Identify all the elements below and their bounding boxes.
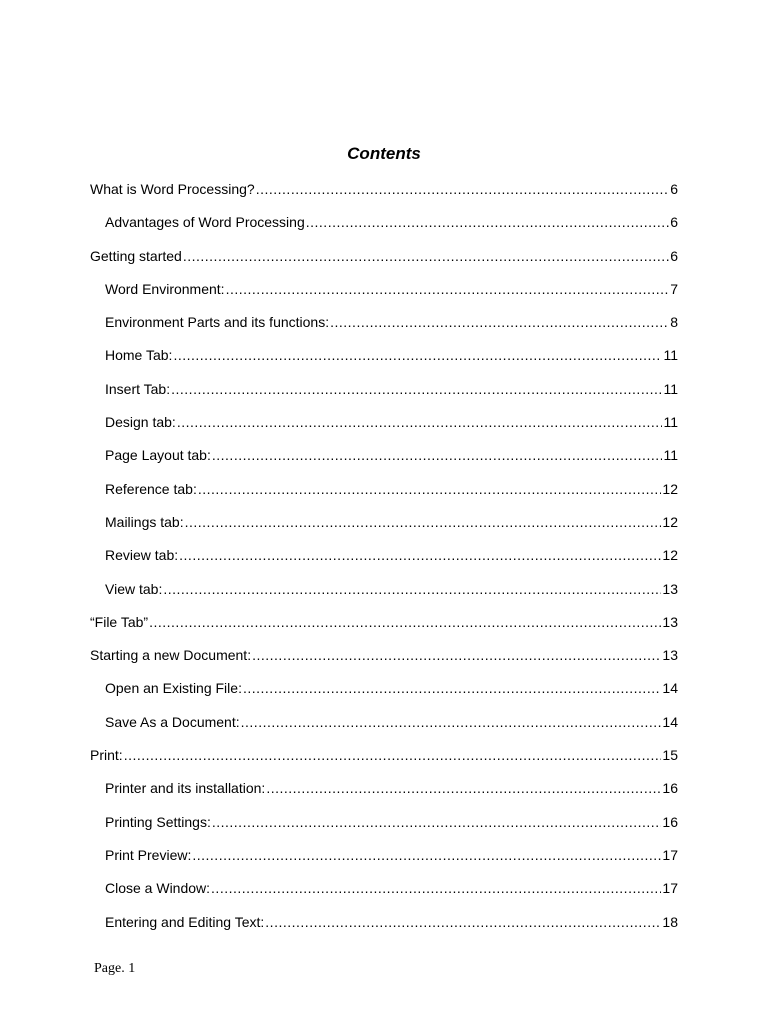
toc-entry[interactable] bbox=[90, 844, 678, 877]
toc-dot-leader bbox=[211, 877, 661, 899]
toc-entry-page-number: 17 bbox=[662, 880, 678, 897]
toc-dot-leader bbox=[252, 644, 661, 666]
toc-entry-page-number: 12 bbox=[662, 480, 678, 497]
toc-dot-leader bbox=[266, 777, 661, 799]
toc-entry[interactable] bbox=[90, 511, 678, 544]
toc-entry-text: View tab: bbox=[105, 580, 163, 597]
toc-entry-text: Advantages of Word Processing bbox=[105, 214, 305, 231]
toc-entry-text: Environment Parts and its functions: bbox=[105, 314, 330, 331]
toc-entry[interactable] bbox=[90, 444, 678, 477]
toc-entry-text: What is Word Processing? bbox=[90, 181, 255, 197]
toc-entry-text: Print: bbox=[90, 747, 123, 764]
toc-entry[interactable] bbox=[90, 811, 678, 844]
toc-dot-leader bbox=[163, 578, 661, 600]
toc-entry-page-number: 15 bbox=[662, 747, 678, 764]
toc-entry-text: Home Tab: bbox=[105, 347, 173, 364]
page-title: Contents bbox=[347, 144, 421, 163]
toc-entry-text: Open an Existing File: bbox=[105, 680, 242, 697]
toc-dot-leader bbox=[226, 278, 670, 300]
toc-dot-leader bbox=[183, 245, 669, 267]
toc-entry-text: Starting a new Document: bbox=[90, 647, 252, 664]
toc-entry-page-number: 16 bbox=[662, 813, 678, 830]
toc-entry-page-number: 11 bbox=[663, 414, 678, 431]
toc-entry[interactable] bbox=[90, 211, 678, 244]
toc-entry-text: Close a Window: bbox=[105, 880, 211, 897]
toc-entry-page-number: 14 bbox=[662, 713, 678, 730]
toc-entry[interactable] bbox=[90, 478, 678, 511]
toc-dot-leader bbox=[192, 844, 661, 866]
toc-entry[interactable] bbox=[90, 777, 678, 810]
page-number-footer: Page. 1 bbox=[94, 961, 136, 976]
toc-entry-page-number: 6 bbox=[670, 214, 678, 231]
toc-entry[interactable] bbox=[90, 711, 678, 744]
toc-entry-page-number: 6 bbox=[670, 181, 678, 197]
toc-entry[interactable] bbox=[90, 278, 678, 311]
toc-entry-page-number: 12 bbox=[662, 547, 678, 564]
toc-dot-leader bbox=[306, 211, 669, 233]
toc-entry-page-number: 16 bbox=[662, 780, 678, 797]
toc-entry[interactable] bbox=[90, 311, 678, 344]
toc-entry-text: Reference tab: bbox=[105, 480, 197, 497]
toc-entry[interactable] bbox=[90, 411, 678, 444]
toc-entry-page-number: 17 bbox=[662, 846, 678, 863]
toc-entry-page-number: 11 bbox=[663, 380, 678, 397]
toc-entry-page-number: 14 bbox=[662, 680, 678, 697]
toc-dot-leader bbox=[124, 744, 662, 766]
toc-dot-leader bbox=[241, 711, 662, 733]
toc-entry[interactable] bbox=[90, 578, 678, 611]
toc-entry[interactable] bbox=[90, 245, 678, 278]
toc-entry[interactable] bbox=[90, 611, 678, 644]
toc-entry-text: Page Layout tab: bbox=[105, 447, 211, 464]
toc-entry-text: Save As a Document: bbox=[105, 713, 240, 730]
toc-entry-text: Getting started bbox=[90, 247, 182, 264]
toc-dot-leader bbox=[265, 911, 661, 933]
toc-entry-text: Entering and Editing Text: bbox=[105, 913, 265, 930]
toc-dot-leader bbox=[149, 611, 661, 633]
toc-entry-text: Word Environment: bbox=[105, 280, 225, 297]
toc-entry-page-number: 18 bbox=[662, 913, 678, 930]
toc-entry[interactable] bbox=[90, 744, 678, 777]
toc-entry-text: Print Preview: bbox=[105, 846, 192, 863]
toc-entry[interactable] bbox=[90, 544, 678, 577]
toc-dot-leader bbox=[330, 311, 669, 333]
toc-dot-leader bbox=[177, 411, 663, 433]
toc-entry-page-number: 12 bbox=[662, 513, 678, 530]
toc-entry-page-number: 13 bbox=[662, 580, 678, 597]
toc-dot-leader bbox=[173, 344, 662, 366]
toc-entry-page-number: 7 bbox=[670, 280, 678, 297]
table-of-contents bbox=[90, 178, 678, 944]
toc-dot-leader bbox=[198, 478, 662, 500]
toc-entry[interactable] bbox=[90, 644, 678, 677]
toc-entry-text: Review tab: bbox=[105, 547, 179, 564]
toc-entry-text: “File Tab” bbox=[90, 613, 149, 630]
toc-dot-leader bbox=[171, 378, 662, 400]
toc-entry[interactable] bbox=[90, 178, 678, 211]
toc-entry-page-number: 6 bbox=[670, 247, 678, 264]
toc-entry-text: Design tab: bbox=[105, 414, 176, 431]
toc-entry-text: Insert Tab: bbox=[105, 380, 171, 397]
toc-entry[interactable] bbox=[90, 877, 678, 910]
toc-entry[interactable] bbox=[90, 911, 678, 944]
toc-entry[interactable] bbox=[90, 378, 678, 411]
toc-dot-leader bbox=[179, 544, 661, 566]
toc-entry-text: Printing Settings: bbox=[105, 813, 211, 830]
toc-entry-text: Printer and its installation: bbox=[105, 780, 266, 797]
toc-dot-leader bbox=[256, 178, 670, 200]
toc-entry-page-number: 13 bbox=[662, 613, 678, 630]
toc-entry[interactable] bbox=[90, 677, 678, 710]
toc-entry-page-number: 8 bbox=[670, 314, 678, 331]
toc-entry[interactable] bbox=[90, 344, 678, 377]
toc-dot-leader bbox=[185, 511, 662, 533]
toc-dot-leader bbox=[243, 677, 661, 699]
toc-entry-text: Mailings tab: bbox=[105, 513, 184, 530]
toc-dot-leader bbox=[212, 444, 663, 466]
toc-entry-page-number: 11 bbox=[663, 347, 678, 364]
toc-dot-leader bbox=[212, 811, 662, 833]
toc-entry-page-number: 13 bbox=[662, 647, 678, 664]
toc-entry-page-number: 11 bbox=[663, 447, 678, 464]
